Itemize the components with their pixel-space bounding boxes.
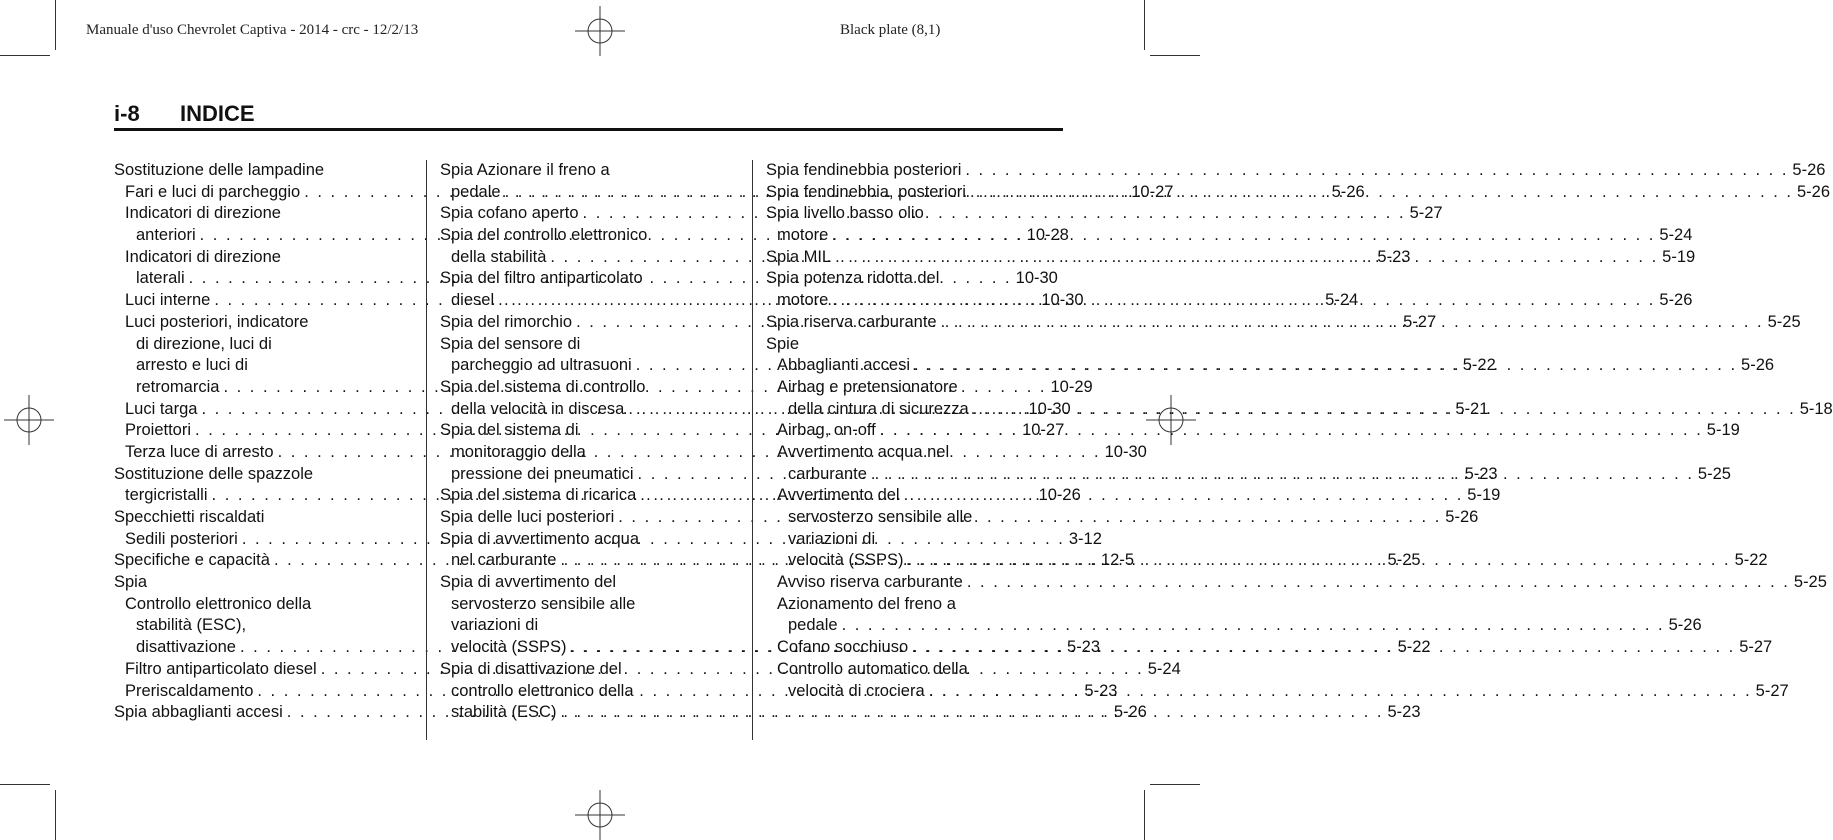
index-entry-text: Avvertimento del	[777, 486, 900, 505]
registration-mark-left	[4, 395, 54, 445]
index-entry	[766, 334, 1063, 356]
dot-leader	[914, 355, 1737, 377]
index-entry-text: nel carburante	[451, 551, 557, 570]
index-entry-page: 5-26	[1792, 161, 1826, 179]
index-entry-text: Sostituzione delle lampadine	[114, 161, 325, 179]
index-entry-text: Spia delle luci posteriori	[440, 508, 615, 526]
crop-mark	[1150, 784, 1200, 785]
index-entry-text: Sedili posteriori	[125, 529, 238, 548]
index-entry-page: 10-29	[1050, 377, 1093, 396]
index-entry-text: della velocità in discesa	[451, 399, 625, 418]
index-entry-page: 5-26	[1445, 508, 1479, 526]
index-entry-page: 5-18	[1799, 399, 1833, 418]
index-entry	[766, 203, 1063, 225]
index-entry-page: 10-28	[1026, 226, 1069, 245]
index-entry-page: 5-24	[1147, 659, 1181, 678]
index-entry	[114, 594, 411, 616]
crop-mark	[0, 784, 50, 785]
index-entry-text: diesel	[451, 291, 495, 310]
print-header-left: Manuale d'uso Chevrolet Captiva - 2014 - crc - 12/2/13	[86, 22, 419, 38]
registration-mark-bottom	[575, 790, 625, 840]
index-entry-text: Azionamento del freno a	[777, 594, 956, 613]
index-entry	[440, 442, 737, 464]
dot-leader	[832, 225, 1655, 247]
dot-leader	[941, 312, 1764, 334]
index-entry-text: Spia abbaglianti accesi	[114, 703, 283, 722]
index-entry-text: Controllo automatico della	[777, 659, 968, 678]
index-entry-text: Spia del sistema di	[440, 421, 579, 440]
index-entry-page: 10-30	[1015, 269, 1058, 288]
index-entry-text: Sostituzione delle spazzole	[114, 464, 314, 483]
index-entry-page: 5-22	[1462, 356, 1496, 375]
index-entry-text: servosterzo sensibile alle	[788, 508, 973, 526]
index-entry-page: 5-26	[1659, 291, 1693, 310]
index-entry-page: 5-24	[1325, 291, 1359, 310]
registration-mark-top	[575, 6, 625, 56]
index-entry-page: 10-30	[1041, 291, 1084, 310]
index-entry-text: Terza luce di arresto	[125, 442, 274, 461]
index-entry	[440, 377, 737, 399]
index-entry-text: Spia del sistema di controllo	[440, 377, 646, 396]
index-entry-text: Spia potenza ridotta del	[766, 269, 940, 288]
index-entry-text: Spia	[114, 573, 148, 592]
index-entry-page: 5-27	[1739, 638, 1773, 657]
index-entry-page: 5-19	[1467, 486, 1501, 505]
crop-mark	[55, 790, 56, 840]
index-entry-text: Spia del sensore di	[440, 334, 581, 353]
index-entry	[114, 355, 411, 377]
index-entry	[766, 225, 1693, 247]
index-entry-text: Spia di avvertimento del	[440, 573, 617, 592]
index-entry	[440, 268, 737, 290]
index-entry	[114, 615, 411, 637]
index-entry-text: Spia riserva carburante	[766, 312, 937, 331]
index-entry-page: 5-26	[1113, 703, 1147, 722]
index-entry-text: Specifiche e capacità	[114, 551, 270, 570]
index-entry-text: variazioni di	[451, 616, 539, 635]
index-entry-page: 10-30	[1104, 442, 1147, 461]
dot-leader	[832, 290, 1655, 312]
index-entry-page: 12-5	[1100, 551, 1134, 570]
index-entry-page: 5-25	[1767, 312, 1801, 331]
index-entry-page: 5-25	[1793, 573, 1827, 592]
index-entry-page: 5-26	[1331, 182, 1365, 201]
index-entry-text: monitoraggio della	[451, 442, 586, 461]
index-entry-page: 3-12	[1068, 529, 1102, 548]
index-entry-text: stabilità (ESC),	[136, 616, 247, 635]
dot-leader	[967, 572, 1790, 594]
index-entry-text: velocità di crociera	[788, 681, 925, 700]
index-entry-text: pressione dei pneumatici	[451, 464, 634, 483]
index-entry-text: anteriori	[136, 226, 196, 245]
index-entry	[440, 659, 737, 681]
index-entry-text: motore	[777, 291, 829, 310]
index-entry	[114, 160, 411, 182]
index-entry-text: Spia MIL	[766, 247, 832, 266]
index-entry	[440, 615, 737, 637]
index-entry-page: 10-27	[1131, 182, 1174, 201]
index-entry-text: controllo elettronico della	[451, 681, 634, 700]
index-entry-text: Spia Azionare il freno a	[440, 161, 610, 179]
index-entry-page: 5-26	[1668, 616, 1702, 635]
index-entry-text: Spia livello basso olio	[766, 204, 924, 223]
index-entry-text: Indicatori di direzione	[125, 247, 281, 266]
index-entry-page: 5-25	[1387, 551, 1421, 570]
dot-leader	[842, 615, 1665, 637]
index-entry-page: 5-23	[1377, 247, 1411, 266]
index-entry-text: stabilità (ESC)	[451, 703, 557, 722]
section-heading	[114, 101, 255, 127]
index-entry-text: Specchietti riscaldati	[114, 508, 265, 526]
index-entry-page: 5-19	[1706, 421, 1740, 440]
dot-leader	[929, 681, 1752, 703]
index-entry	[440, 572, 737, 594]
index-entry	[766, 572, 1827, 594]
index-entry	[766, 268, 1063, 290]
index-entry-text: tergicristalli	[125, 486, 208, 505]
index-entry-page: 5-23	[1067, 638, 1101, 657]
index-entry-text: velocità (SSPS)	[451, 638, 567, 657]
index-entry	[440, 334, 737, 356]
index-entry-page: 5-22	[1397, 638, 1431, 657]
index-entry-text: parcheggio ad ultrasuoni	[451, 356, 632, 375]
index-entry	[440, 160, 737, 182]
dot-leader	[835, 247, 1658, 269]
crop-mark	[1144, 790, 1145, 840]
index-entry	[766, 160, 1826, 182]
index-entry-text: Spia del rimorchio	[440, 312, 573, 331]
index-entry	[766, 615, 1702, 637]
dot-leader	[871, 464, 1694, 486]
index-entry-text: Spia di disattivazione del	[440, 659, 622, 678]
dot-leader	[908, 550, 1731, 572]
index-entry-text: retromarcia	[136, 377, 220, 396]
index-entry-text: Fari e luci di parcheggio	[125, 182, 301, 201]
index-entry	[114, 312, 411, 334]
index-entry	[766, 594, 1063, 616]
index-entry-text: Spia fendinebbia posteriori	[766, 161, 962, 179]
crop-mark	[1144, 0, 1145, 50]
index-entry-page: 5-23	[1387, 703, 1421, 722]
index-entry-page: 5-27	[1755, 681, 1789, 700]
index-entry	[114, 507, 411, 529]
index-entry-text: Cofano socchiuso	[777, 638, 909, 657]
index-entry	[766, 442, 1063, 464]
index-entry-text: Filtro antiparticolato diesel	[125, 659, 317, 678]
index-entry-text: Abbaglianti accesi	[777, 356, 910, 375]
dot-leader	[970, 182, 1793, 204]
index-entry-page: 5-23	[1084, 681, 1118, 700]
crop-mark	[0, 55, 50, 56]
index-entry-text: arresto e luci di	[136, 356, 248, 375]
index-entry-text: Avvertimento acqua nel	[777, 442, 950, 461]
dot-leader	[560, 702, 1383, 724]
index-entry	[766, 529, 1063, 551]
index-entry-page: 5-24	[1659, 226, 1693, 245]
index-entry-text: motore	[777, 226, 829, 245]
index-entry-page: 10-30	[1028, 399, 1071, 418]
index-entry-text: laterali	[136, 269, 185, 288]
index-entry-text: Avviso riserva carburante	[777, 573, 963, 592]
index-entry	[766, 485, 1063, 507]
index-entry-text: della cintura di sicurezza	[788, 399, 969, 418]
index-entry-text: servosterzo sensibile alle	[451, 594, 636, 613]
index-entry-text: Spia fendinebbia, posteriori	[766, 182, 966, 201]
index-entry	[114, 203, 411, 225]
section-title: INDICE	[180, 101, 255, 126]
index-entry-text: Spia del sistema di ricarica	[440, 486, 637, 505]
index-entry-page: 5-22	[1734, 551, 1768, 570]
column-divider	[752, 160, 753, 740]
index-entry-text: Luci targa	[125, 399, 198, 418]
index-entry-page: 5-27	[1403, 312, 1437, 331]
index-entry	[766, 659, 1063, 681]
index-entry-text: di direzione, luci di	[136, 334, 272, 353]
index-entry	[114, 572, 411, 594]
index-entry-text: Spia di avvertimento acqua	[440, 529, 640, 548]
index-entry-text: pedale	[451, 182, 501, 201]
index-entry	[114, 334, 411, 356]
dot-leader	[973, 399, 1796, 421]
dot-leader	[880, 420, 1703, 442]
index-entry	[114, 247, 411, 269]
index-entry	[440, 594, 737, 616]
index-entry-text: Airbag, on-off	[777, 421, 876, 440]
index-entry-text: Airbag e pretensionatore	[777, 377, 958, 396]
index-entry	[440, 420, 737, 442]
index-entry	[440, 225, 737, 247]
print-header-right: Black plate (8,1)	[840, 22, 941, 38]
crop-mark	[1150, 55, 1200, 56]
index-entry-page: 5-27	[1409, 204, 1443, 223]
index-entry-text: Spia del filtro antiparticolato	[440, 269, 643, 288]
dot-leader	[965, 160, 1788, 182]
index-entry-page: 5-26	[1797, 182, 1831, 201]
page-number: i-8	[114, 101, 140, 126]
column-divider	[426, 160, 427, 740]
index-entry-text: Indicatori di direzione	[125, 204, 281, 223]
index-entry-page: 5-26	[1741, 356, 1775, 375]
index-entry-text: carburante	[788, 464, 867, 483]
dot-leader	[912, 637, 1735, 659]
index-entry-page: 5-19	[1662, 247, 1696, 266]
index-entry-text: Luci posteriori, indicatore	[125, 312, 309, 331]
index-entry-text: velocità (SSPS)	[788, 551, 904, 570]
index-entry	[766, 420, 1740, 442]
index-entry-page: 5-25	[1697, 464, 1731, 483]
index-entry-text: Spie	[766, 334, 800, 353]
crop-mark	[55, 0, 56, 50]
index-entry-text: Controllo elettronico della	[125, 594, 312, 613]
index-entry	[766, 507, 1063, 529]
index-entry-page: 10-27	[1022, 421, 1065, 440]
index-entry-page: 10-26	[1038, 486, 1081, 505]
index-entry-page: 5-21	[1455, 399, 1489, 418]
index-entry-text: Luci interne	[125, 291, 211, 310]
index-entry-page: 5-23	[1464, 464, 1498, 483]
index-entry-text: Spia del controllo elettronico	[440, 226, 648, 245]
index-entry-text: della stabilità	[451, 247, 547, 266]
index-entry-text: Proiettori	[125, 421, 192, 440]
index-entry-text: disattivazione	[136, 638, 236, 657]
index-entry-text: Spia cofano aperto	[440, 204, 579, 223]
index-entry	[440, 529, 737, 551]
heading-rule	[114, 128, 1063, 131]
index-entry	[440, 681, 737, 703]
index-entry-text: pedale	[788, 616, 838, 635]
index-entry-text: variazioni di	[788, 529, 876, 548]
index-entry-text: Preriscaldamento	[125, 681, 254, 700]
index-entry	[766, 377, 1063, 399]
index-entry	[114, 464, 411, 486]
